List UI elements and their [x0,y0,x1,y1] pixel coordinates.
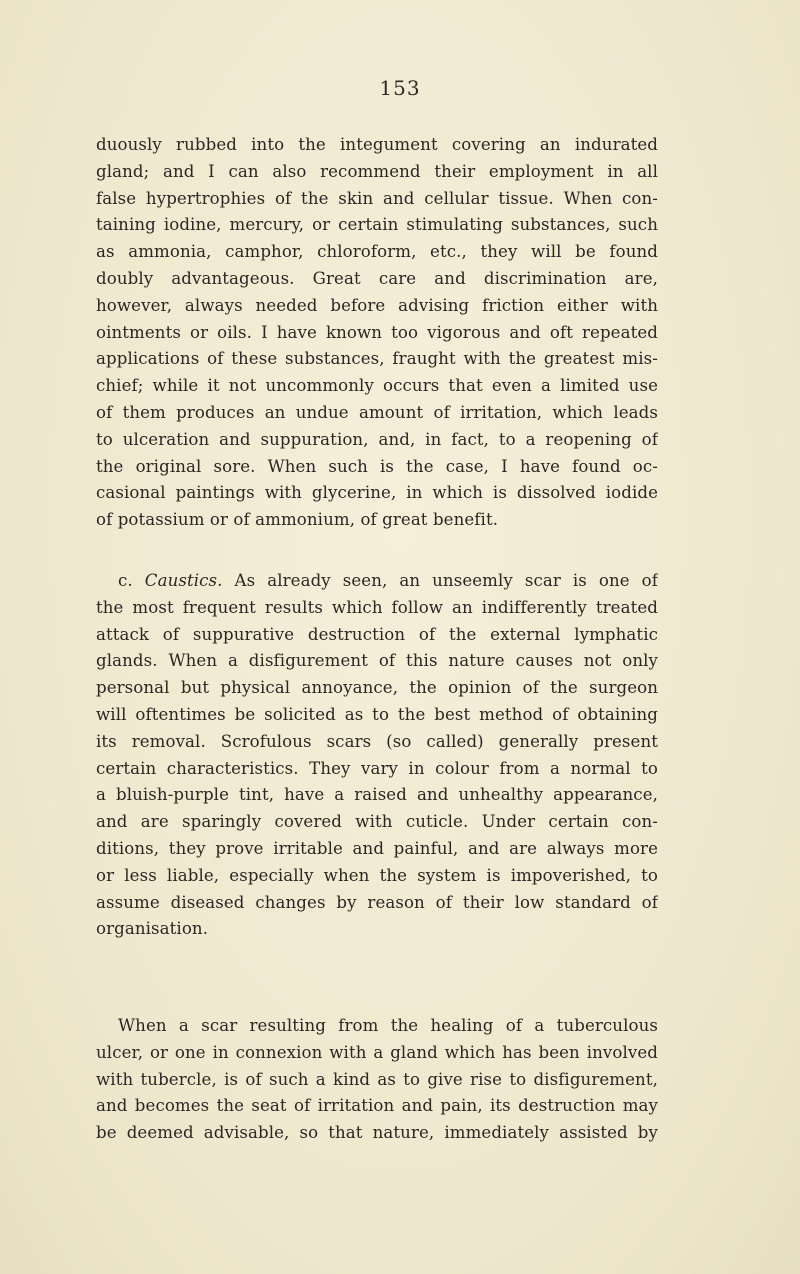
text-line: of potassium or of ammonium, of great benefit. [96,510,499,530]
paragraph-scar [96,1013,658,1147]
text-line: be deemed advisable, so that nature, immediately assisted by [96,1123,658,1143]
text-line: When a scar resulting from the healing of a tuberculous [118,1016,658,1035]
section-heading-line [96,568,658,595]
text-line: doubly advantageous. Great care and discrimination are, [96,268,658,288]
text-line: the original sore. When such is the case, I have found oc- [96,456,658,476]
text-line: its removal. Scrofulous scars (so called) generally present [96,731,658,751]
paragraph-caustics [96,568,658,943]
text-line: of them produces an undue amount of irritation, which leads [96,402,658,422]
text-line: casional paintings with glycerine, in which is dissolved iodide [96,483,658,503]
text-line: ulcer, or one in connexion with a gland which has been involved [96,1042,658,1062]
text-line: assume diseased changes by reason of their low standard of [96,892,658,912]
text-line: and becomes the seat of irritation and pain, its destruction may [96,1096,658,1116]
text-line: glands. When a disfigurement of this nature causes not only [96,651,658,671]
text-line: gland; and I can also recommend their employment in all [96,161,658,181]
paragraph-friction [96,132,658,534]
text-line: false hypertrophies of the skin and cellular tissue. When con- [96,188,658,208]
text-line: applications of these substances, fraught with the greatest mis- [96,349,658,369]
text-line: as ammonia, camphor, chloroform, etc., they will be found [96,242,658,262]
text-line: will oftentimes be solicited as to the best method of obtaining [96,704,658,724]
text-line: organisation. [96,919,209,939]
text-line: with tubercle, is of such a kind as to give rise to disfigurement, [96,1069,658,1089]
text-line: chief; while it not uncommonly occurs that even a limited use [96,376,658,396]
text-line: a bluish-purple tint, have a raised and unhealthy appearance, [96,785,658,805]
section-prefix: c. [118,571,133,590]
text-line: the most frequent results which follow an indifferently treated [96,597,658,617]
text-line: personal but physical annoyance, the opinion of the surgeon [96,678,658,698]
text-line: ditions, they prove irritable and painful, and are always more [96,838,658,858]
text-line: certain characteristics. They vary in colour from a normal to [96,758,658,778]
text-line: and are sparingly covered with cuticle. Under certain con- [96,812,658,832]
text-line: duously rubbed into the integument covering an indurated [96,135,658,154]
page-number: 153 [379,76,421,100]
text-line: to ulceration and suppuration, and, in fact, to a reopening of [96,429,658,449]
text-line: however, always needed before advising friction either with [96,295,658,315]
text-line: taining iodine, mercury, or certain stimulating substances, such [96,215,658,235]
section-heading-rest: As already seen, an unseemly scar is one of [234,571,658,590]
text-line: or less liable, especially when the system is impoverished, to [96,865,658,885]
text-line: attack of suppurative destruction of the external lymphatic [96,624,658,644]
section-heading: Caustics. [144,571,223,590]
text-line: ointments or oils. I have known too vigorous and oft repeated [96,322,658,342]
